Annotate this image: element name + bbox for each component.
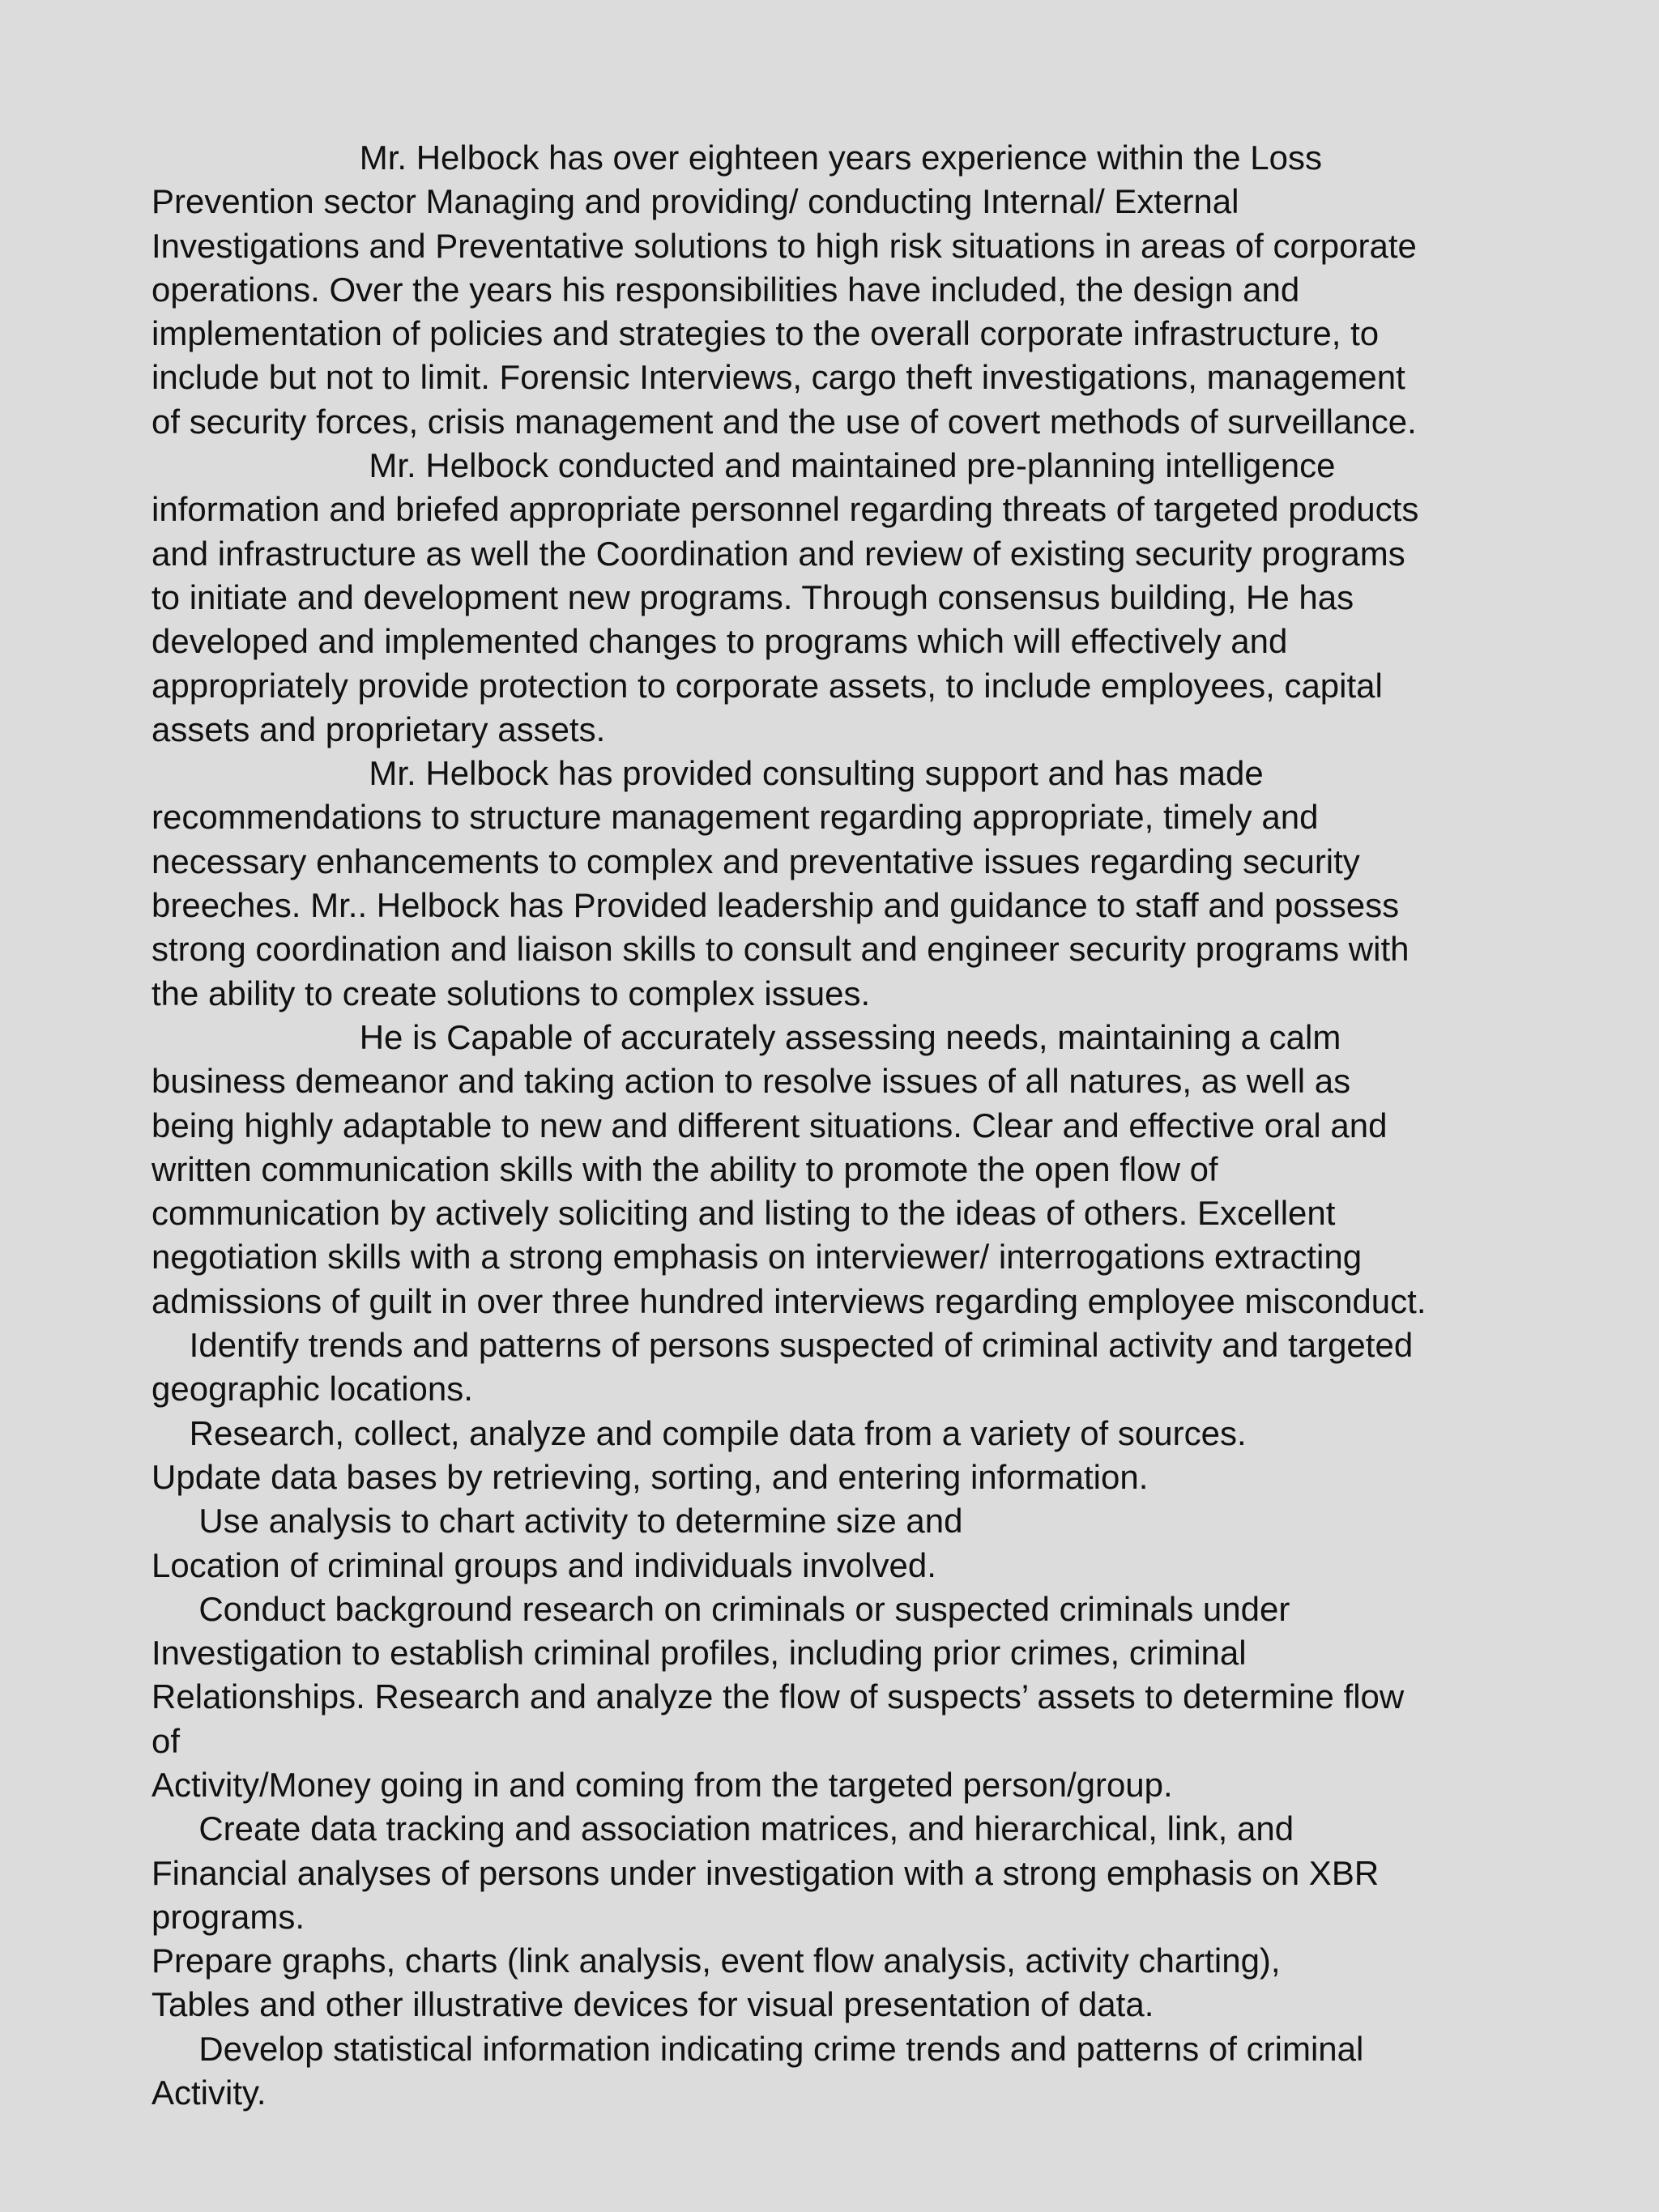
text-line: appropriately provide protection to corporate assets, to include employees, capital [151,666,1383,705]
text-line: operations. Over the years his responsibilities have included, the design and [151,270,1300,309]
text-line: Create data tracking and association matrices, and hierarchical, link, and [151,1809,1294,1848]
text-line: negotiation skills with a strong emphasis on interviewer/ interrogations extracting [151,1238,1363,1276]
text-line: Research, collect, analyze and compile data from a variety of sources. [151,1413,1247,1452]
text-line: information and briefed appropriate personnel regarding threats of targeted products [151,490,1419,529]
text-line: Mr. Helbock has provided consulting support and has made [151,754,1264,793]
text-line: Tables and other illustrative devices for visual presentation of data. [151,1985,1154,2024]
text-line: Identify trends and patterns of persons suspected of criminal activity and targeted [151,1326,1414,1365]
text-line: strong coordination and liaison skills to consult and engineer security programs with [151,930,1410,969]
text-line: include but not to limit. Forensic Interviews, cargo theft investigations, management [151,358,1405,397]
text-line: Mr. Helbock has over eighteen years experience within the Loss [151,139,1323,177]
text-line: to initiate and development new programs. Through consensus building, He has [151,578,1354,616]
text-line: communication by actively soliciting and listing to the ideas of others. Excellent [151,1194,1336,1233]
text-line: Location of criminal groups and individuals involved. [151,1545,936,1584]
text-line: Relationships. Research and analyze the flow of suspects’ assets to determine flow [151,1677,1405,1716]
text-line: assets and proprietary assets. [151,710,606,748]
text-line: being highly adaptable to new and different situations. Clear and effective oral and [151,1106,1388,1144]
text-line: and infrastructure as well the Coordination and review of existing security programs [151,534,1405,573]
text-line: admissions of guilt in over three hundred interviews regarding employee misconduct. [151,1281,1427,1320]
text-line: He is Capable of accurately assessing needs, maintaining a calm [151,1017,1341,1056]
text-line: Update data bases by retrieving, sorting, and entering information. [151,1457,1149,1496]
text-line: developed and implemented changes to programs which will effectively and [151,622,1288,661]
text-line: breeches. Mr.. Helbock has Provided leadership and guidance to staff and possess [151,886,1400,925]
text-line: programs. [151,1897,305,1936]
text-line: geographic locations. [151,1370,473,1409]
text-line: Activity. [151,2073,267,2112]
text-line: of security forces, crisis management and the use of covert methods of surveillance. [151,402,1417,441]
text-line: Investigations and Preventative solutions to high risk situations in areas of corporate [151,226,1417,265]
text-line: implementation of policies and strategies to the overall corporate infrastructure, to [151,314,1380,353]
text-line: Prevention sector Managing and providing/ conducting Internal/ External [151,182,1239,221]
text-line: Financial analyses of persons under investigation with a strong emphasis on XBR [151,1853,1380,1892]
text-line: Use analysis to chart activity to determine size and [151,1502,963,1541]
text-line: Prepare graphs, charts (link analysis, event flow analysis, activity charting), [151,1941,1281,1980]
document-body [151,136,1561,2115]
text-line: Mr. Helbock conducted and maintained pre-planning intelligence [151,446,1336,485]
text-line: Investigation to establish criminal profiles, including prior crimes, criminal [151,1634,1247,1673]
text-line: of [151,1721,181,1760]
text-line: necessary enhancements to complex and preventative issues regarding security [151,842,1360,880]
text-line: Develop statistical information indicating crime trends and patterns of criminal [151,2029,1364,2068]
text-line: Conduct background research on criminals or suspected criminals under [151,1589,1290,1628]
text-line: written communication skills with the ability to promote the open flow of [151,1149,1218,1188]
text-line: business demeanor and taking action to resolve issues of all natures, as well as [151,1062,1351,1101]
text-line: recommendations to structure management regarding appropriate, timely and [151,798,1319,837]
text-line: Activity/Money going in and coming from the targeted person/group. [151,1765,1173,1804]
text-line: the ability to create solutions to complex issues. [151,974,871,1012]
